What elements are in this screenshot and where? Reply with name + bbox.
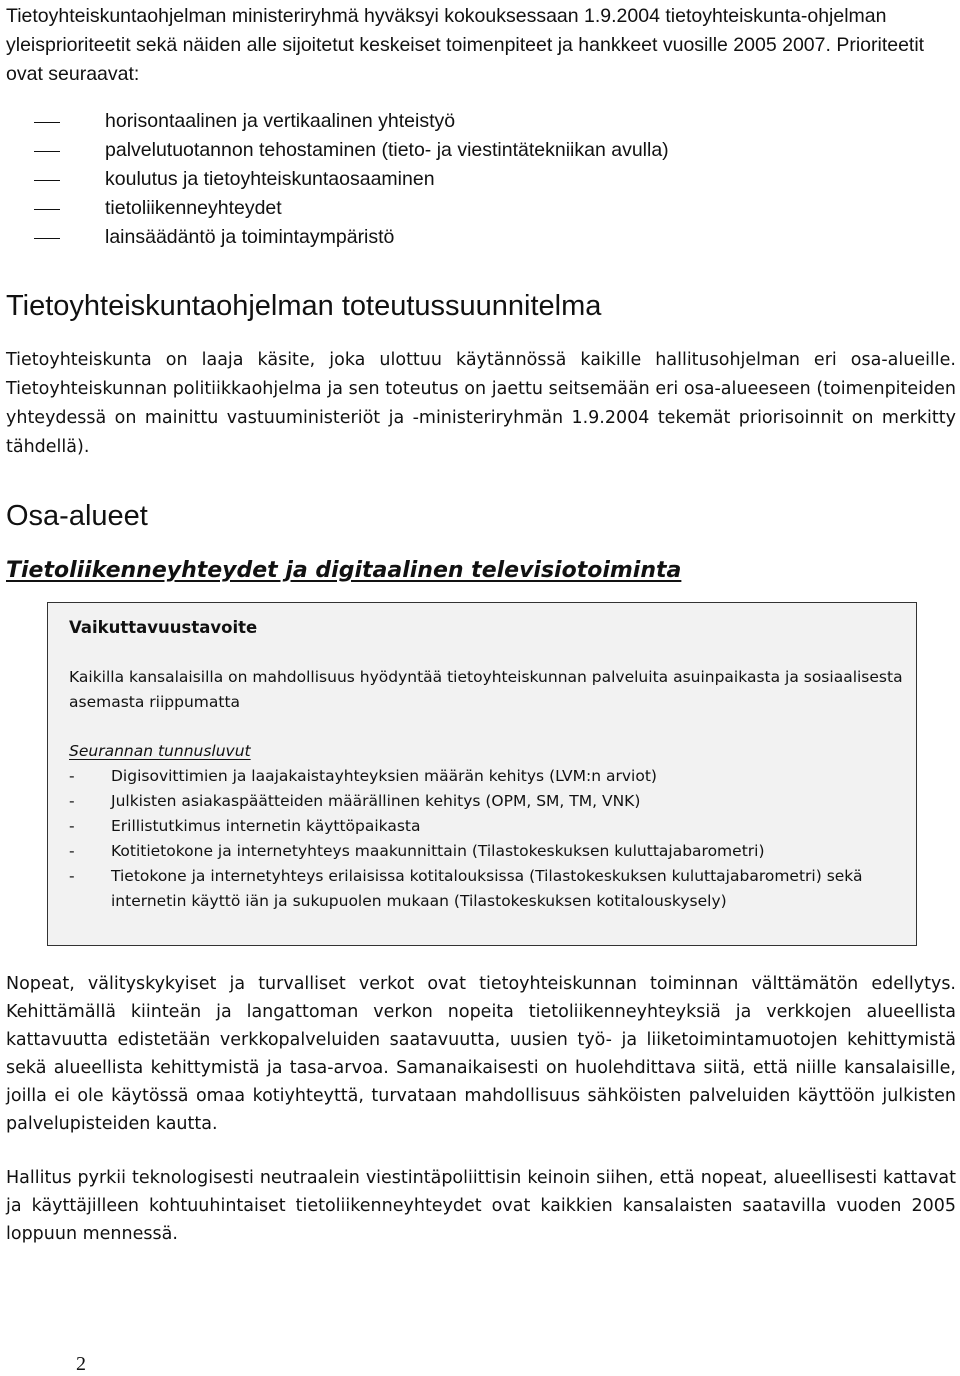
intro-paragraph: Tietoyhteiskuntaohjelman ministeriryhmä hyväksyi kokouksessaan 1.9.2004 tietoyhteiskunta-ohjelman yleisprioriteetit sekä näiden alle sijoitetut keskeiset toimenpiteet ja hankkeet vuosille 2005 2007. Prioriteetit ovat seuraavat: [6,5,925,85]
indicator-text: Erillistutkimus internetin käyttöpaikasta [111,817,421,835]
indicator-item [69,789,904,814]
priority-text: koulutus ja tietoyhteiskuntaosaaminen [105,168,435,190]
indicator-item [69,864,904,914]
indicators-heading: Seurannan tunnusluvut [69,742,251,760]
dash-bullet [34,151,60,152]
dash-bullet [34,180,60,181]
section-subheading: Tietoliikenneyhteydet ja digitaalinen televisiotoiminta [6,558,682,583]
impact-goal-box [47,602,917,946]
plan-heading: Tietoyhteiskuntaohjelman toteutussuunnitelma [6,290,602,322]
goal-box-title: Vaikuttavuustavoite [69,618,258,637]
body-paragraph: Nopeat, välityskykyiset ja turvalliset verkot ovat tietoyhteiskunnan toiminnan välttämätön edellytys. Kehittämällä kiinteän ja langattoman verkon nopeita tietoliikenneyhteyksiä ja verkkojen alueellista kattavuutta edistetään verkkopalveluiden saatavuutta, uusien työ- ja liiketoimintamuotojen kehittymistä sekä alueellista kehittymistä ja tasa-arvoa. Samanaikaisesti on huolehdittava siitä, että niille kansalaisille, joilla ei ole käytössä omaa kotiyhteyttä, turvataan mahdollisuus sähköisten palveluiden käyttöön julkisten palvelupisteiden kautta. [6,974,956,1134]
goal-box-text: Kaikilla kansalaisilla on mahdollisuus hyödyntää tietoyhteiskunnan palveluita asuinpaikasta ja sosiaalisesta asemasta riippumatta [69,668,903,711]
dash-bullet [34,122,60,123]
priority-item [0,223,669,252]
indicator-item [69,814,904,839]
hyphen-bullet: - [69,842,75,860]
hyphen-bullet: - [69,767,75,785]
dash-bullet [34,238,60,239]
indicator-text: Julkisten asiakaspäätteiden määrällinen kehitys (OPM, SM, TM, VNK) [111,792,641,810]
priority-item [0,136,669,165]
indicator-text: Digisovittimien ja laajakaistayhteyksien määrän kehitys (LVM:n arviot) [111,767,657,785]
indicators-list [69,764,904,914]
priority-text: horisontaalinen ja vertikaalinen yhteistyö [105,110,456,132]
indicator-text: Tietokone ja internetyhteys erilaisissa kotitalouksissa (Tilastokeskuksen kuluttajabarometri) sekä internetin käyttö iän ja sukupuolen mukaan (Tilastokeskuksen kotitalouskysely) [111,867,863,910]
priority-item [0,107,669,136]
areas-heading: Osa-alueet [6,500,148,532]
priority-text: tietoliikenneyhteydet [105,197,282,219]
priority-text: lainsäädäntö ja toimintaympäristö [105,226,395,248]
hyphen-bullet: - [69,817,75,835]
priority-item [0,194,669,223]
priorities-list [0,107,669,252]
priority-text: palvelutuotannon tehostaminen (tieto- ja viestintätekniikan avulla) [105,139,669,161]
hyphen-bullet: - [69,867,75,885]
indicator-item [69,839,904,864]
body-paragraph: Hallitus pyrkii teknologisesti neutraalein viestintäpoliittisin keinoin siihen, että nopeat, alueellisesti kattavat ja käyttäjilleen kohtuuhintaiset tietoliikenneyhteydet ovat kaikkien kansalaisten saatavilla vuoden 2005 loppuun mennessä. [6,1168,956,1244]
hyphen-bullet: - [69,792,75,810]
dash-bullet [34,209,60,210]
priority-item [0,165,669,194]
page-number: 2 [76,1353,86,1375]
indicator-text: Kotitietokone ja internetyhteys maakunnittain (Tilastokeskuksen kuluttajabarometri) [111,842,765,860]
plan-paragraph: Tietoyhteiskunta on laaja käsite, joka ulottuu käytännössä kaikille hallitusohjelman eri osa-alueille. Tietoyhteiskunnan politiikkaohjelma ja sen toteutus on jaettu seitsemään eri osa-alueeseen (toimenpiteiden yhteydessä on mainittu vastuuministeriöt ja -ministeriryhmän 1.9.2004 tekemät priorisoinnit on merkitty tähdellä). [6,350,956,457]
indicator-item [69,764,904,789]
